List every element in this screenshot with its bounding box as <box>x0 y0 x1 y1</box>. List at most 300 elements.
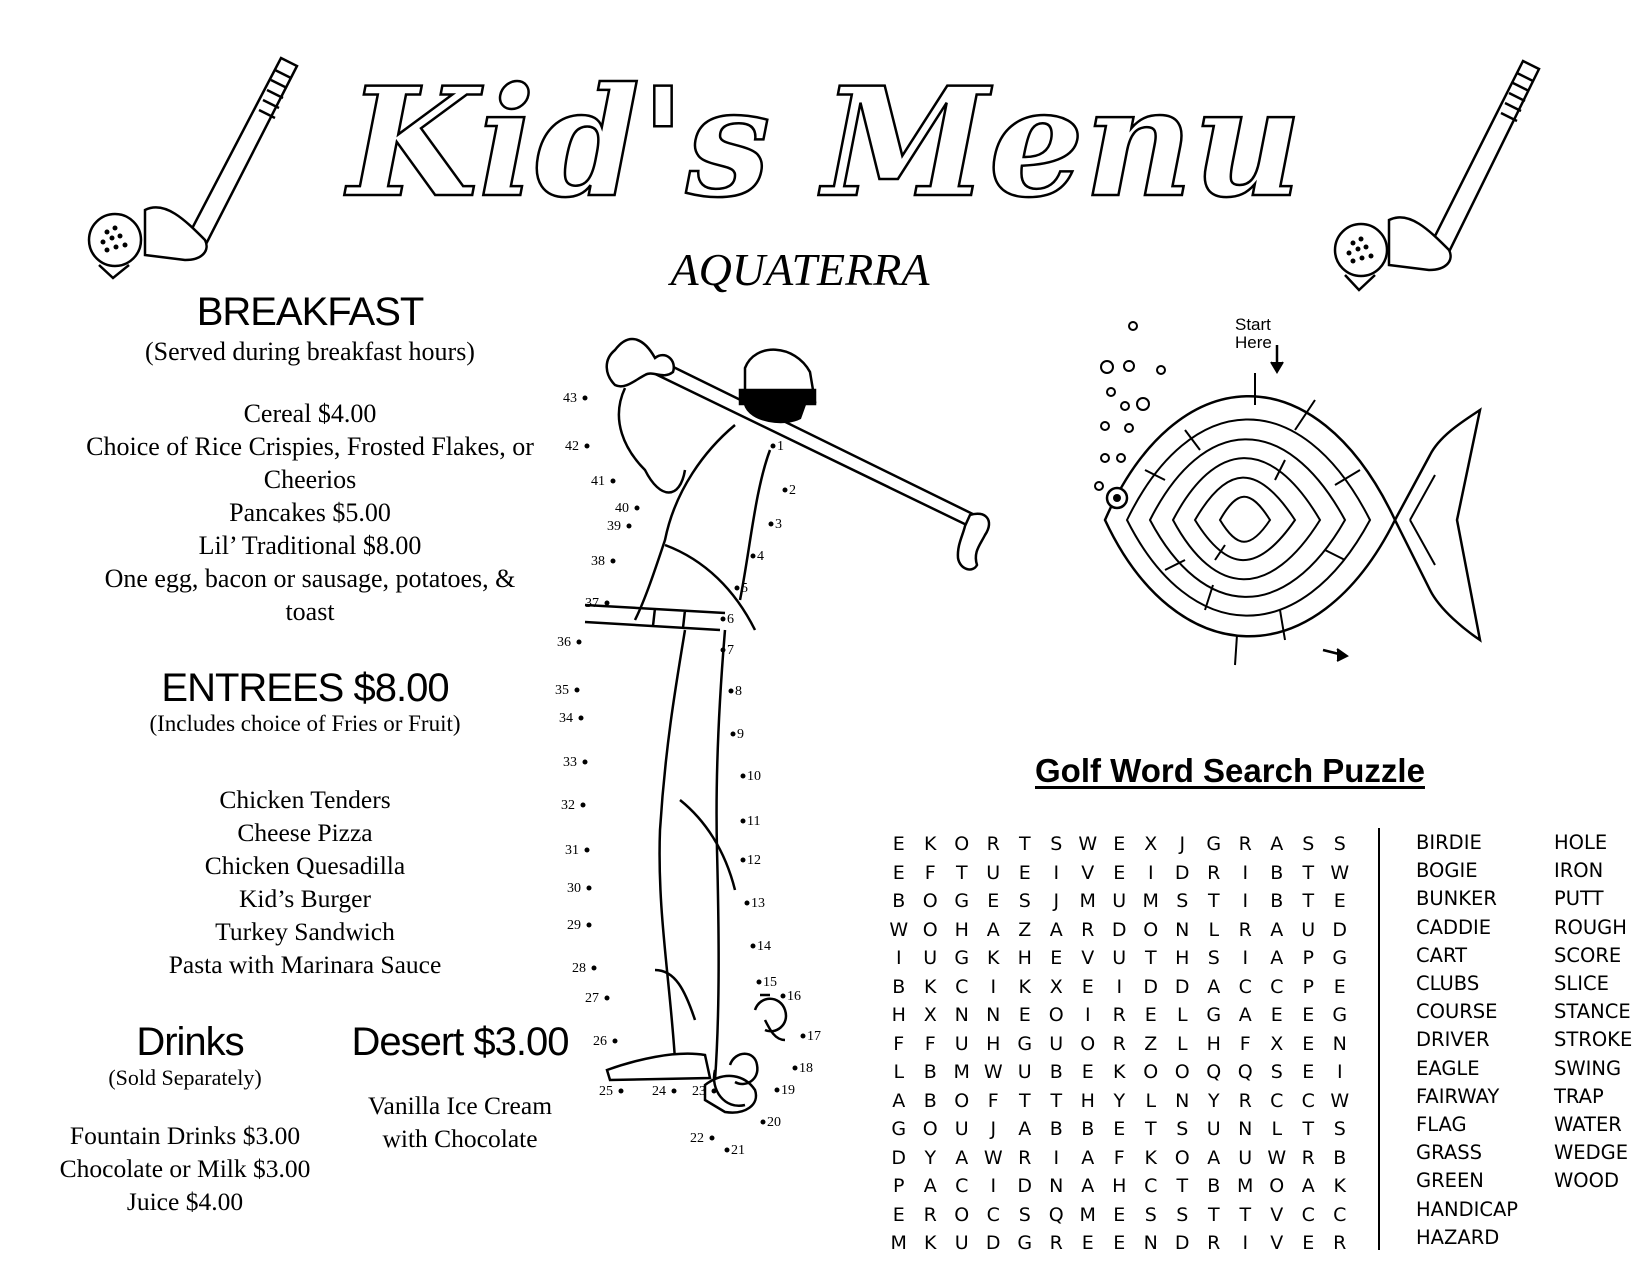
grid-letter[interactable]: S <box>1333 1118 1346 1140</box>
dot-point[interactable] <box>579 716 584 721</box>
grid-letter[interactable]: U <box>1112 947 1127 969</box>
dot-point[interactable] <box>587 923 592 928</box>
grid-letter[interactable]: V <box>1081 861 1095 884</box>
grid-letter[interactable]: I <box>990 1175 997 1197</box>
grid-letter[interactable]: A <box>1018 1118 1032 1140</box>
grid-row <box>883 1229 1356 1258</box>
grid-letter[interactable]: S <box>1144 1203 1157 1226</box>
grid-letter[interactable]: T <box>1050 1089 1063 1112</box>
grid-letter[interactable]: N <box>954 1004 969 1026</box>
grid-letter[interactable]: O <box>1143 1061 1159 1083</box>
grid-letter[interactable]: G <box>891 1118 907 1140</box>
breakfast-line: Lil’ Traditional $8.00 <box>198 531 422 560</box>
grid-letter[interactable]: E <box>1302 1061 1315 1083</box>
grid-letter[interactable]: N <box>1175 918 1190 941</box>
grid-letter[interactable]: T <box>1207 1203 1220 1226</box>
grid-letter[interactable]: C <box>1333 1203 1347 1226</box>
word-list-item: WOOD <box>1554 1169 1619 1193</box>
grid-letter[interactable]: A <box>955 1146 969 1169</box>
grid-letter[interactable]: S <box>1302 833 1315 855</box>
grid-letter[interactable]: X <box>923 1004 937 1026</box>
grid-letter[interactable]: G <box>1206 1004 1222 1026</box>
grid-letter[interactable]: C <box>1270 975 1284 998</box>
grid-letter[interactable]: E <box>1144 1004 1157 1026</box>
grid-letter[interactable]: F <box>1239 1032 1251 1055</box>
grid-letter[interactable]: V <box>1081 947 1095 969</box>
grid-letter[interactable]: G <box>1206 833 1222 855</box>
grid-letter[interactable]: Z <box>1018 918 1032 941</box>
grid-letter[interactable]: Q <box>1206 1061 1222 1083</box>
grid-letter[interactable]: I <box>1053 1146 1060 1169</box>
grid-letter[interactable]: L <box>1271 1118 1283 1140</box>
grid-letter[interactable]: S <box>1018 1203 1031 1226</box>
grid-letter[interactable]: J <box>1053 890 1060 912</box>
grid-letter[interactable]: J <box>990 1118 997 1140</box>
grid-letter[interactable]: W <box>983 1146 1003 1169</box>
grid-letter[interactable]: A <box>1270 918 1284 941</box>
grid-row <box>883 916 1356 945</box>
grid-letter[interactable]: T <box>1018 1089 1031 1112</box>
grid-letter[interactable]: D <box>1332 918 1348 941</box>
dot-point[interactable] <box>751 944 756 949</box>
dot-point[interactable] <box>783 488 788 493</box>
grid-letter[interactable]: H <box>1175 947 1190 969</box>
grid-letter[interactable]: U <box>954 1232 969 1254</box>
grid-letter[interactable]: R <box>923 1203 937 1226</box>
grid-letter[interactable]: A <box>1049 918 1063 941</box>
grid-letter[interactable]: R <box>1301 1146 1315 1169</box>
grid-letter[interactable]: P <box>1302 975 1314 998</box>
grid-letter[interactable]: H <box>1112 1175 1127 1197</box>
grid-letter[interactable]: K <box>924 975 937 998</box>
grid-letter[interactable]: D <box>1017 1175 1033 1197</box>
grid-letter[interactable]: U <box>954 1032 969 1055</box>
dot-point[interactable] <box>619 1089 624 1094</box>
grid-letter[interactable]: T <box>1144 1118 1157 1140</box>
grid-letter[interactable]: X <box>1144 833 1158 855</box>
dot-point[interactable] <box>725 1148 730 1153</box>
dot-point[interactable] <box>592 966 597 971</box>
dot-point[interactable] <box>757 980 762 985</box>
dot-point[interactable] <box>729 689 734 694</box>
dot-number: 41 <box>591 474 605 489</box>
grid-letter[interactable]: H <box>891 1004 906 1026</box>
grid-letter[interactable]: E <box>892 861 905 884</box>
grid-letter[interactable]: A <box>1081 1175 1095 1197</box>
dot-point[interactable] <box>741 858 746 863</box>
grid-letter[interactable]: U <box>1112 890 1127 912</box>
dot-point[interactable] <box>627 524 632 529</box>
dot-number: 43 <box>563 391 577 406</box>
dot-point[interactable] <box>761 1120 766 1125</box>
grid-letter[interactable]: M <box>953 1061 970 1083</box>
grid-letter[interactable]: S <box>1018 890 1031 912</box>
grid-letter[interactable]: C <box>986 1203 1000 1226</box>
grid-letter[interactable]: B <box>892 975 906 998</box>
grid-letter[interactable]: E <box>1302 1232 1315 1254</box>
grid-letter[interactable]: S <box>1207 947 1220 969</box>
grid-letter[interactable]: V <box>1270 1232 1284 1254</box>
grid-letter[interactable]: E <box>1018 861 1031 884</box>
word-list-item: CADDIE <box>1416 915 1492 939</box>
grid-letter[interactable]: H <box>1206 1032 1221 1055</box>
grid-letter[interactable]: T <box>1176 1175 1189 1197</box>
dot-point[interactable] <box>771 444 776 449</box>
grid-letter[interactable]: L <box>1176 1004 1188 1026</box>
dot-point[interactable] <box>577 640 582 645</box>
dot-point[interactable] <box>585 444 590 449</box>
grid-letter[interactable]: A <box>1270 947 1284 969</box>
drinks-note: (Sold Separately) <box>108 1065 262 1090</box>
dot-point[interactable] <box>635 506 640 511</box>
grid-letter[interactable]: S <box>1270 1061 1283 1083</box>
grid-letter[interactable]: B <box>1081 1118 1095 1140</box>
grid-letter[interactable]: X <box>1049 975 1063 998</box>
grid-letter[interactable]: K <box>987 947 1000 969</box>
grid-letter[interactable]: I <box>1242 861 1249 884</box>
grid-letter[interactable]: M <box>1237 1175 1254 1197</box>
grid-letter[interactable]: E <box>1081 1232 1094 1254</box>
grid-letter[interactable]: E <box>1302 1032 1315 1055</box>
grid-letter[interactable]: Y <box>924 1146 937 1169</box>
grid-letter[interactable]: R <box>1112 1004 1126 1026</box>
dot-point[interactable] <box>710 1136 715 1141</box>
dot-point[interactable] <box>781 994 786 999</box>
grid-letter[interactable]: C <box>1301 1089 1315 1112</box>
grid-letter[interactable]: W <box>1078 833 1098 855</box>
dot-point[interactable] <box>769 522 774 527</box>
grid-letter[interactable]: D <box>1143 975 1159 998</box>
grid-letter[interactable]: W <box>983 1061 1003 1083</box>
dot-point[interactable] <box>721 617 726 622</box>
grid-letter[interactable]: E <box>892 1203 905 1226</box>
grid-letter[interactable]: X <box>1270 1032 1284 1055</box>
grid-letter[interactable]: M <box>1079 1203 1096 1226</box>
grid-letter[interactable]: O <box>1269 1175 1285 1197</box>
grid-letter[interactable]: U <box>1301 918 1316 941</box>
grid-letter[interactable]: U <box>923 947 938 969</box>
grid-row <box>883 1144 1356 1173</box>
grid-letter[interactable]: O <box>922 890 938 912</box>
grid-letter[interactable]: A <box>1207 975 1221 998</box>
grid-letter[interactable]: E <box>1333 975 1346 998</box>
breakfast-line: One egg, bacon or sausage, potatoes, & <box>104 564 516 593</box>
grid-letter[interactable]: I <box>1336 1061 1343 1083</box>
grid-letter[interactable]: I <box>1053 861 1060 884</box>
grid-letter[interactable]: T <box>1302 1118 1315 1140</box>
grid-letter[interactable]: N <box>1332 1032 1347 1055</box>
grid-letter[interactable]: H <box>1017 947 1032 969</box>
grid-letter[interactable]: T <box>1302 861 1315 884</box>
grid-letter[interactable]: R <box>1238 1089 1252 1112</box>
grid-letter[interactable]: A <box>986 918 1000 941</box>
dot-point[interactable] <box>751 554 756 559</box>
grid-letter[interactable]: F <box>924 1032 936 1055</box>
grid-letter[interactable]: I <box>1147 861 1154 884</box>
dot-number: 19 <box>781 1083 795 1098</box>
grid-letter[interactable]: S <box>1176 890 1189 912</box>
maze-start-label: Start <box>1235 315 1271 334</box>
grid-letter[interactable]: R <box>1238 833 1252 855</box>
grid-letter[interactable]: T <box>1144 947 1157 969</box>
grid-letter[interactable]: N <box>1238 1118 1253 1140</box>
grid-letter[interactable]: Y <box>1207 1089 1220 1112</box>
grid-letter[interactable]: R <box>1018 1146 1032 1169</box>
dot-point[interactable] <box>735 586 740 591</box>
grid-letter[interactable]: R <box>1207 1232 1221 1254</box>
grid-letter[interactable]: S <box>1176 1203 1189 1226</box>
grid-letter[interactable]: W <box>1330 861 1350 884</box>
grid-letter[interactable]: E <box>1113 833 1126 855</box>
grid-letter[interactable]: K <box>1144 1146 1157 1169</box>
grid-letter[interactable]: I <box>1242 947 1249 969</box>
grid-letter[interactable]: T <box>1302 890 1315 912</box>
dot-point[interactable] <box>745 901 750 906</box>
grid-letter[interactable]: U <box>986 861 1001 884</box>
dot-point[interactable] <box>672 1089 677 1094</box>
grid-letter[interactable]: B <box>1049 1118 1063 1140</box>
grid-letter[interactable]: I <box>990 975 997 998</box>
entree-item: Chicken Quesadilla <box>204 851 406 880</box>
dot-point[interactable] <box>611 479 616 484</box>
grid-letter[interactable]: C <box>955 975 969 998</box>
grid-letter[interactable]: O <box>1080 1032 1096 1055</box>
grid-letter[interactable]: L <box>1208 918 1220 941</box>
dot-number: 11 <box>747 814 761 829</box>
grid-letter[interactable]: O <box>954 1089 970 1112</box>
dot-point[interactable] <box>613 1039 618 1044</box>
grid-letter[interactable]: E <box>1081 975 1094 998</box>
grid-letter[interactable]: K <box>924 1232 937 1254</box>
grid-letter[interactable]: M <box>890 1232 907 1254</box>
grid-letter[interactable]: G <box>1017 1032 1033 1055</box>
grid-letter[interactable]: N <box>1175 1089 1190 1112</box>
grid-letter[interactable]: R <box>1333 1232 1347 1254</box>
dot-point[interactable] <box>583 396 588 401</box>
grid-letter[interactable]: R <box>1238 918 1252 941</box>
grid-letter[interactable]: A <box>1081 1146 1095 1169</box>
grid-letter[interactable]: E <box>1270 1004 1283 1026</box>
entree-item: Pasta with Marinara Sauce <box>168 950 442 979</box>
dot-point[interactable] <box>575 688 580 693</box>
grid-letter[interactable]: K <box>924 833 937 855</box>
dot-number: 8 <box>735 684 742 699</box>
grid-letter[interactable]: C <box>1238 975 1252 998</box>
grid-letter[interactable]: H <box>954 918 969 941</box>
grid-letter[interactable]: T <box>1207 890 1220 912</box>
grid-letter[interactable]: Z <box>1144 1032 1158 1055</box>
grid-letter[interactable]: A <box>1270 833 1284 855</box>
grid-letter[interactable]: Y <box>1113 1089 1126 1112</box>
grid-letter[interactable]: E <box>987 890 1000 912</box>
grid-letter[interactable]: O <box>1174 1146 1190 1169</box>
grid-letter[interactable]: E <box>1113 1203 1126 1226</box>
grid-letter[interactable]: A <box>1207 1146 1221 1169</box>
dot-point[interactable] <box>583 760 588 765</box>
grid-letter[interactable]: M <box>1142 890 1159 912</box>
grid-letter[interactable]: Q <box>1237 1061 1253 1083</box>
grid-letter[interactable]: A <box>1238 1004 1252 1026</box>
grid-letter[interactable]: I <box>1084 1004 1091 1026</box>
grid-letter[interactable]: N <box>1143 1232 1158 1254</box>
dot-point[interactable] <box>775 1088 780 1093</box>
grid-letter[interactable]: F <box>924 861 936 884</box>
grid-letter[interactable]: C <box>1144 1175 1158 1197</box>
dot-point[interactable] <box>731 732 736 737</box>
breakfast-line: toast <box>285 597 335 626</box>
grid-letter[interactable]: I <box>895 947 902 969</box>
grid-letter[interactable]: D <box>1174 975 1190 998</box>
grid-letter[interactable]: M <box>1079 890 1096 912</box>
grid-letter[interactable]: I <box>1242 890 1249 912</box>
dot-point[interactable] <box>585 848 590 853</box>
grid-letter[interactable]: K <box>1333 1175 1346 1197</box>
grid-letter[interactable]: U <box>954 1118 969 1140</box>
grid-letter[interactable]: T <box>955 861 968 884</box>
grid-letter[interactable]: E <box>1113 1232 1126 1254</box>
grid-letter[interactable]: K <box>1018 975 1031 998</box>
grid-letter[interactable]: N <box>986 1004 1001 1026</box>
grid-row <box>883 1172 1356 1201</box>
word-list-item: STROKE <box>1554 1028 1633 1052</box>
grid-letter[interactable]: I <box>1242 1232 1249 1254</box>
grid-letter[interactable]: U <box>1017 1061 1032 1083</box>
breakfast-section <box>30 290 590 628</box>
grid-letter[interactable]: R <box>1049 1232 1063 1254</box>
grid-letter[interactable]: D <box>1174 1232 1190 1254</box>
grid-letter[interactable]: Q <box>1048 1203 1064 1226</box>
grid-row <box>883 887 1356 916</box>
grid-letter[interactable]: O <box>1143 918 1159 941</box>
grid-letter[interactable]: C <box>1270 1089 1284 1112</box>
grid-letter[interactable]: U <box>1206 1118 1221 1140</box>
grid-letter[interactable]: E <box>1113 1118 1126 1140</box>
dot-point[interactable] <box>581 803 586 808</box>
grid-letter[interactable]: E <box>1113 861 1126 884</box>
grid-letter[interactable]: G <box>1332 1004 1348 1026</box>
grid-letter[interactable]: F <box>1113 1146 1125 1169</box>
grid-letter[interactable]: L <box>1145 1089 1157 1112</box>
grid-letter[interactable]: D <box>1174 861 1190 884</box>
grid-letter[interactable]: U <box>1049 1032 1064 1055</box>
grid-letter[interactable]: R <box>986 833 1000 855</box>
fish-maze-puzzle[interactable] <box>1085 310 1505 690</box>
dot-point[interactable] <box>712 1089 717 1094</box>
grid-letter[interactable]: O <box>922 918 938 941</box>
grid-letter[interactable]: C <box>1301 1203 1315 1226</box>
dot-point[interactable] <box>605 601 610 606</box>
grid-letter[interactable]: E <box>1050 947 1063 969</box>
grid-letter[interactable]: B <box>1333 1146 1347 1169</box>
entrees-heading: ENTREES $8.00 <box>161 666 449 710</box>
word-list-item: HANDICAP <box>1416 1197 1519 1221</box>
grid-letter[interactable]: J <box>1179 833 1186 855</box>
dot-number: 13 <box>751 896 765 911</box>
grid-letter[interactable]: T <box>1018 833 1031 855</box>
grid-letter[interactable]: B <box>923 1089 937 1112</box>
grid-letter[interactable]: D <box>891 1146 907 1169</box>
grid-letter[interactable]: K <box>1113 1061 1126 1083</box>
grid-letter[interactable]: A <box>923 1175 937 1197</box>
grid-letter[interactable]: G <box>1017 1232 1033 1254</box>
dot-point[interactable] <box>611 559 616 564</box>
grid-letter[interactable]: F <box>893 1032 905 1055</box>
grid-letter[interactable]: B <box>1049 1061 1063 1083</box>
grid-letter[interactable]: V <box>1270 1203 1284 1226</box>
grid-letter[interactable]: L <box>1176 1032 1188 1055</box>
grid-letter[interactable]: P <box>1302 947 1314 969</box>
grid-letter[interactable]: W <box>889 918 909 941</box>
golf-club-left-icon <box>85 50 315 290</box>
grid-letter[interactable]: C <box>955 1175 969 1197</box>
grid-letter[interactable]: W <box>1330 1089 1350 1112</box>
grid-letter[interactable]: E <box>1018 1004 1031 1026</box>
dot-point[interactable] <box>587 886 592 891</box>
grid-letter[interactable]: G <box>954 947 970 969</box>
grid-letter[interactable]: B <box>892 890 906 912</box>
dot-point[interactable] <box>793 1066 798 1071</box>
grid-letter[interactable]: N <box>1049 1175 1064 1197</box>
grid-letter[interactable]: O <box>1048 1004 1064 1026</box>
grid-letter[interactable]: E <box>1081 1061 1094 1083</box>
grid-letter[interactable]: W <box>1267 1146 1287 1169</box>
word-list-item: EAGLE <box>1416 1056 1480 1080</box>
grid-letter[interactable]: H <box>1080 1089 1095 1112</box>
grid-letter[interactable]: E <box>1333 890 1346 912</box>
grid-letter[interactable]: S <box>1333 833 1346 855</box>
dot-point[interactable] <box>741 774 746 779</box>
grid-letter[interactable]: R <box>1207 861 1221 884</box>
grid-letter[interactable]: D <box>985 1232 1001 1254</box>
grid-letter[interactable]: R <box>1112 1032 1126 1055</box>
grid-letter[interactable]: A <box>1301 1175 1315 1197</box>
grid-letter[interactable]: G <box>954 890 970 912</box>
word-search-grid[interactable] <box>883 830 1356 1258</box>
grid-letter[interactable]: G <box>1332 947 1348 969</box>
dot-point[interactable] <box>741 819 746 824</box>
grid-letter[interactable]: O <box>954 1203 970 1226</box>
dot-point[interactable] <box>605 996 610 1001</box>
grid-letter[interactable]: D <box>1111 918 1127 941</box>
dot-point[interactable] <box>801 1034 806 1039</box>
grid-letter[interactable]: B <box>1270 890 1284 912</box>
grid-letter[interactable]: L <box>893 1061 905 1083</box>
grid-letter[interactable]: F <box>987 1089 999 1112</box>
grid-letter[interactable]: B <box>1270 861 1284 884</box>
dot-number: 33 <box>563 755 577 770</box>
grid-letter[interactable]: S <box>1050 833 1063 855</box>
grid-letter[interactable]: S <box>1176 1118 1189 1140</box>
grid-letter[interactable]: O <box>922 1118 938 1140</box>
grid-letter[interactable]: O <box>1174 1061 1190 1083</box>
desert-items <box>330 1089 590 1155</box>
word-list-item: BIRDIE <box>1416 831 1482 854</box>
grid-letter[interactable]: A <box>892 1089 906 1112</box>
breakfast-line: Choice of Rice Crispies, Frosted Flakes, or <box>86 432 534 461</box>
grid-letter[interactable]: I <box>1116 975 1123 998</box>
grid-letter[interactable]: U <box>1238 1146 1253 1169</box>
grid-letter[interactable]: T <box>1239 1203 1252 1226</box>
grid-letter[interactable]: E <box>1302 1004 1315 1026</box>
grid-letter[interactable]: P <box>893 1175 905 1197</box>
grid-letter[interactable]: O <box>954 833 970 855</box>
grid-letter[interactable]: H <box>986 1032 1001 1055</box>
grid-letter[interactable]: E <box>892 833 905 855</box>
dot-point[interactable] <box>721 648 726 653</box>
grid-letter[interactable]: B <box>1207 1175 1221 1197</box>
grid-letter[interactable]: B <box>923 1061 937 1083</box>
grid-letter[interactable]: R <box>1081 918 1095 941</box>
